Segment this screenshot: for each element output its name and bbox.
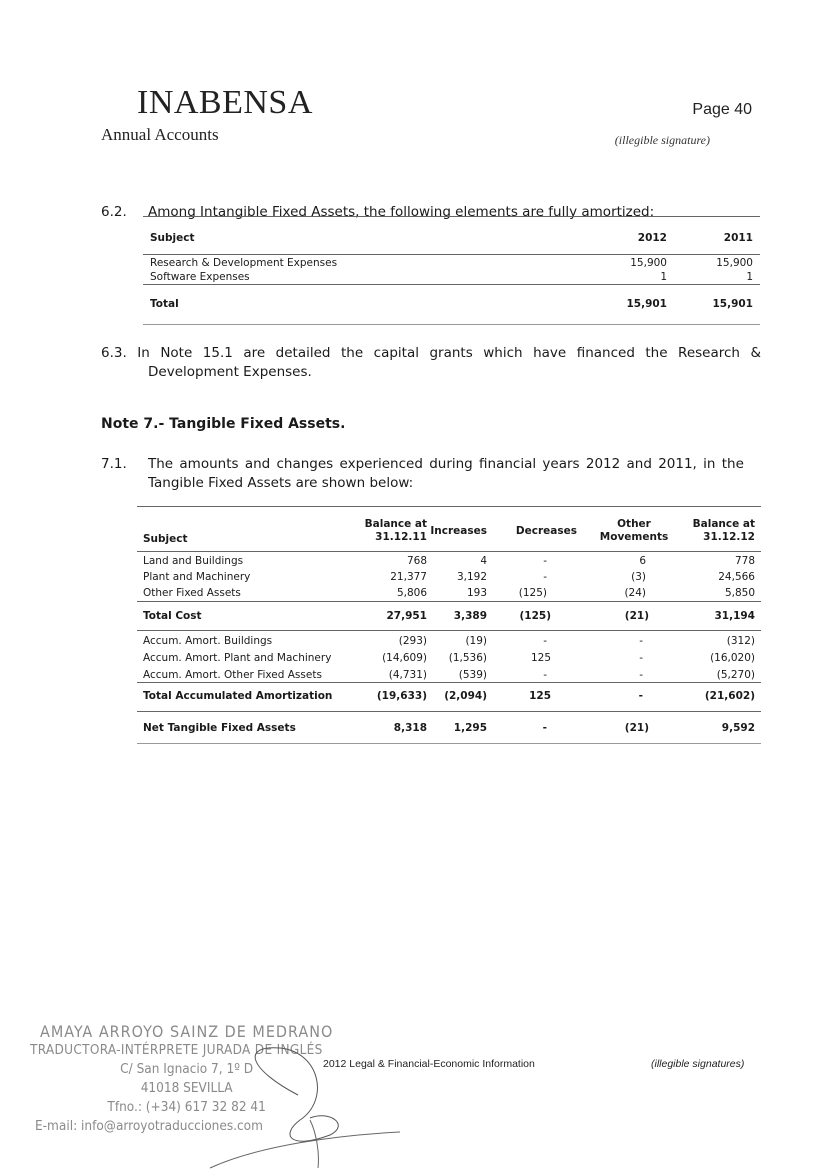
footer-document-title: 2012 Legal & Financial-Economic Information	[323, 1058, 535, 1070]
cell-increases: (1,536)	[448, 651, 487, 664]
row-subject: Total Accumulated Amortization	[143, 690, 333, 702]
row-subject: Plant and Machinery	[143, 571, 251, 583]
cell-other: -	[639, 634, 643, 647]
cell-increases: 3,389	[453, 610, 487, 622]
table-row	[150, 270, 753, 284]
tangible-assets-header	[143, 514, 755, 548]
stamp-city: 41018 SEVILLA	[140, 1080, 233, 1096]
cell-bal12: (5,270)	[716, 668, 755, 681]
cell-decreases: 125	[529, 690, 551, 702]
col-subject: Subject	[150, 231, 195, 244]
cell-increases: (2,094)	[444, 690, 487, 702]
table-rule	[137, 711, 761, 712]
cell-bal12: 24,566	[718, 571, 755, 583]
cell-2012: 1	[660, 271, 667, 283]
cell-decreases: (125)	[518, 587, 547, 599]
amortized-assets-table	[150, 227, 753, 248]
stamp-title: TRADUCTORA-INTÉRPRETE JURADA DE INGLÉS	[30, 1042, 323, 1058]
table-rule	[137, 682, 761, 683]
section-text-line1: In Note 15.1 are detailed the capital grants which have financed the Research &	[137, 345, 762, 361]
table-rule	[137, 506, 761, 507]
col-2012: 2012	[637, 231, 667, 244]
section-number: 6.2.	[101, 204, 127, 220]
section-text-line2: Tangible Fixed Assets are shown below:	[148, 475, 414, 491]
total-cost-row	[143, 607, 755, 625]
stamp-address: C/ San Ignacio 7, 1º D	[120, 1061, 254, 1077]
row-subject: Total Cost	[143, 610, 202, 622]
net-assets-row	[143, 719, 755, 737]
col-decreases: Decreases	[515, 525, 577, 537]
cell-other: 6	[639, 555, 646, 567]
cell-bal11: 8,318	[393, 722, 427, 734]
company-logo-text: INABENSA	[137, 84, 313, 121]
row-subject: Accum. Amort. Plant and Machinery	[143, 651, 332, 664]
cell-other: (21)	[624, 610, 649, 622]
cell-bal11: (293)	[398, 634, 427, 647]
cell-2011: 15,900	[716, 257, 753, 269]
total-label: Total	[150, 298, 179, 310]
table-rule	[143, 324, 760, 325]
cell-bal11: (19,633)	[376, 690, 427, 702]
table-header-row	[143, 514, 755, 548]
cell-bal12: 778	[734, 555, 755, 567]
cell-bal11: (14,609)	[382, 651, 427, 664]
page-number: Page 40	[692, 101, 752, 118]
section-text: Among Intangible Fixed Assets, the following elements are fully amortized:	[148, 204, 655, 220]
row-subject: Accum. Amort. Other Fixed Assets	[143, 668, 322, 681]
total-row	[143, 687, 755, 705]
amortized-assets-body	[150, 256, 753, 284]
cell-decreases: -	[543, 634, 547, 647]
cell-bal12: (16,020)	[710, 651, 755, 664]
table-rule	[143, 216, 760, 217]
row-subject: Software Expenses	[150, 271, 250, 283]
row-subject: Accum. Amort. Buildings	[143, 634, 273, 647]
cell-bal11: 5,806	[396, 587, 427, 599]
total-amortization-row	[143, 687, 755, 705]
cell-2012: 15,900	[630, 257, 667, 269]
cell-other: -	[638, 690, 643, 702]
cell-other: (21)	[624, 722, 649, 734]
section-text-line2: Development Expenses.	[148, 364, 312, 380]
col-other-movements: Other Movements	[599, 518, 669, 543]
table-row	[143, 569, 755, 585]
table-rule	[137, 551, 761, 552]
cell-bal11: 768	[406, 555, 427, 567]
section-number: 6.3.	[101, 345, 127, 361]
cell-decreases: 125	[530, 651, 551, 664]
cell-bal11: 27,951	[386, 610, 427, 622]
cell-bal12: 9,592	[721, 722, 755, 734]
total-row	[143, 719, 755, 737]
cell-bal12: 31,194	[714, 610, 755, 622]
signature-note: (illegible signature)	[614, 133, 710, 147]
cell-decreases: -	[542, 722, 547, 734]
footer-signature-note: (illegible signatures)	[651, 1058, 745, 1070]
document-subtitle: Annual Accounts	[101, 125, 219, 144]
cell-increases: 3,192	[456, 571, 487, 583]
cell-decreases: -	[543, 571, 547, 583]
cell-2011: 1	[746, 271, 753, 283]
table-rule	[143, 254, 760, 255]
cell-increases: (19)	[465, 634, 487, 647]
cell-bal11: (4,731)	[388, 668, 427, 681]
cell-other: (3)	[631, 571, 646, 583]
total-row	[143, 607, 755, 625]
col-subject: Subject	[143, 533, 188, 545]
col-2011: 2011	[723, 231, 753, 244]
col-balance-2012: Balance at 31.12.12	[692, 518, 755, 543]
stamp-name: AMAYA ARROYO SAINZ DE MEDRANO	[40, 1022, 334, 1041]
cell-bal12: (312)	[726, 634, 755, 647]
table-row	[143, 553, 755, 569]
col-balance-2011: Balance at 31.12.11	[364, 518, 427, 543]
total-2011: 15,901	[712, 298, 753, 310]
cell-decreases: -	[543, 555, 547, 567]
total-row	[150, 296, 753, 312]
section-text-line1: The amounts and changes experienced during financial years 2012 and 2011, in the	[148, 456, 744, 472]
cell-decreases: -	[543, 668, 547, 681]
section-number: 7.1.	[101, 456, 127, 472]
amortized-assets-total	[150, 296, 753, 312]
table-row	[143, 649, 755, 666]
table-row	[150, 256, 753, 270]
cell-bal12: 5,850	[724, 587, 755, 599]
amortization-rows	[143, 632, 755, 683]
cell-other: (24)	[624, 587, 646, 599]
table-row	[143, 666, 755, 683]
col-increases: Increases	[430, 525, 487, 537]
table-row	[143, 632, 755, 649]
table-rule	[137, 630, 761, 631]
table-header-row	[150, 227, 753, 248]
cell-other: -	[639, 668, 643, 681]
cell-increases: (539)	[458, 668, 487, 681]
cell-increases: 193	[466, 587, 487, 599]
cell-increases: 4	[480, 555, 487, 567]
cell-bal11: 21,377	[390, 571, 427, 583]
table-rule	[137, 601, 761, 602]
table-row	[143, 585, 755, 601]
cell-bal12: (21,602)	[704, 690, 755, 702]
row-subject: Other Fixed Assets	[143, 587, 241, 599]
table-rule	[137, 743, 761, 744]
cell-increases: 1,295	[453, 722, 487, 734]
stamp-email: E-mail: info@arroyotraducciones.com	[35, 1118, 263, 1134]
tangible-cost-rows	[143, 553, 755, 601]
row-subject: Net Tangible Fixed Assets	[143, 722, 296, 734]
total-2012: 15,901	[626, 298, 667, 310]
cell-other: -	[639, 651, 643, 664]
section-6-3	[101, 344, 761, 382]
stamp-phone: Tfno.: (+34) 617 32 82 41	[107, 1099, 266, 1115]
section-7-1	[101, 455, 761, 493]
row-subject: Land and Buildings	[143, 555, 244, 567]
row-subject: Research & Development Expenses	[150, 257, 338, 269]
note-7-title: Note 7.- Tangible Fixed Assets.	[101, 416, 346, 432]
cell-decreases: (125)	[519, 610, 551, 622]
table-rule	[143, 284, 760, 285]
